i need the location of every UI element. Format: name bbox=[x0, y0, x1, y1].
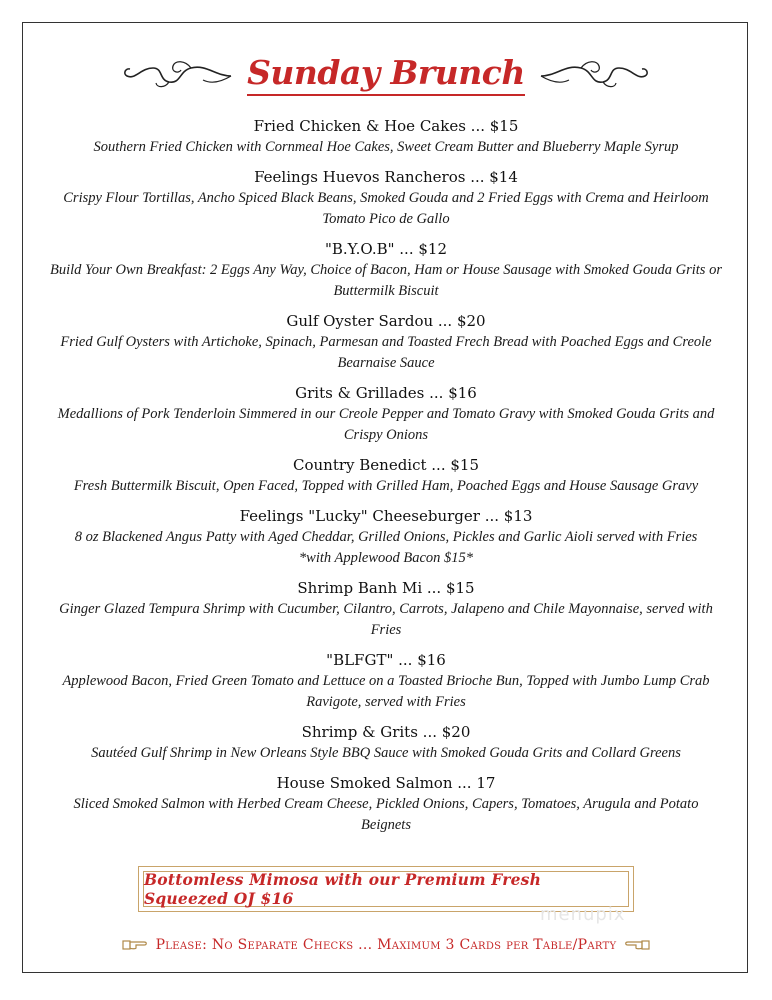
checks-text: Please: No Separate Checks ... Maximum 3 Cards per Table/Party bbox=[155, 937, 617, 953]
item-description: Fresh Buttermilk Biscuit, Open Faced, Topped with Grilled Ham, Poached Eggs and House Sausage Gravy bbox=[73, 478, 699, 494]
menu-item bbox=[40, 383, 732, 446]
item-description: Sliced Smoked Salmon with Herbed Cream Cheese, Pickled Onions, Capers, Tomatoes, Arugula and Potato Beignets bbox=[73, 796, 699, 833]
pointing-hand-right-icon bbox=[122, 938, 148, 952]
item-name: Gulf Oyster Sardou ... $20 bbox=[286, 312, 486, 330]
item-name: Shrimp & Grits ... $20 bbox=[301, 723, 471, 741]
item-description: Crispy Flour Tortillas, Ancho Spiced Black Beans, Smoked Gouda and 2 Fried Eggs with Crema and Heirloom Tomato Pico de Gallo bbox=[63, 190, 709, 227]
pointing-hand-left-icon bbox=[624, 938, 650, 952]
menu-header bbox=[0, 44, 772, 104]
item-name: Feelings Huevos Rancheros ... $14 bbox=[254, 168, 518, 186]
menu-item bbox=[40, 239, 732, 302]
watermark: menupix bbox=[540, 904, 626, 925]
item-name: Feelings "Lucky" Cheeseburger ... $13 bbox=[239, 507, 533, 525]
menu-item bbox=[40, 167, 732, 230]
item-description: Fried Gulf Oysters with Artichoke, Spinach, Parmesan and Toasted Frech Bread with Poached Eggs and Creole Bearnaise Sauce bbox=[60, 334, 712, 371]
item-description: Southern Fried Chicken with Cornmeal Hoe Cakes, Sweet Cream Butter and Blueberry Maple Syrup bbox=[93, 139, 679, 155]
item-description: Build Your Own Breakfast: 2 Eggs Any Way, Choice of Bacon, Ham or House Sausage with Smoked Gouda Grits or Buttermilk Biscuit bbox=[50, 262, 722, 299]
item-name: "B.Y.O.B" ... $12 bbox=[324, 240, 447, 258]
menu-item bbox=[40, 455, 732, 497]
item-name: Shrimp Banh Mi ... $15 bbox=[297, 579, 475, 597]
menu-list bbox=[40, 116, 732, 845]
item-description: Applewood Bacon, Fried Green Tomato and Lettuce on a Toasted Brioche Bun, Topped with Jumbo Lump Crab Ravigote, served with Fries bbox=[62, 673, 710, 710]
left-flourish-icon bbox=[121, 54, 233, 94]
menu-item bbox=[40, 773, 732, 836]
menu-item bbox=[40, 116, 732, 158]
item-description: 8 oz Blackened Angus Patty with Aged Cheddar, Grilled Onions, Pickles and Garlic Aioli served with Fries bbox=[74, 529, 698, 545]
menu-item bbox=[40, 722, 732, 764]
item-name: Country Benedict ... $15 bbox=[292, 456, 479, 474]
menu-item bbox=[40, 311, 732, 374]
mimosa-text: Bottomless Mimosa with our Premium Fresh Squeezed OJ $16 bbox=[144, 870, 542, 908]
page-title: Sunday Brunch bbox=[247, 53, 525, 96]
item-name: "BLFGT" ... $16 bbox=[326, 651, 446, 669]
menu-item bbox=[40, 506, 732, 569]
menu-item bbox=[40, 650, 732, 713]
item-description: Sautéed Gulf Shrimp in New Orleans Style BBQ Sauce with Smoked Gouda Grits and Collard Greens bbox=[91, 745, 681, 761]
mimosa-banner-inner bbox=[143, 871, 629, 907]
item-description: Medallions of Pork Tenderloin Simmered in our Creole Pepper and Tomato Gravy with Smoked Gouda Grits and Crispy Onions bbox=[57, 406, 715, 443]
menu-item bbox=[40, 578, 732, 641]
checks-notice bbox=[0, 934, 772, 956]
item-name: Fried Chicken & Hoe Cakes ... $15 bbox=[253, 117, 519, 135]
right-flourish-icon bbox=[539, 54, 651, 94]
item-note: *with Applewood Bacon $15* bbox=[298, 550, 474, 566]
item-description: Ginger Glazed Tempura Shrimp with Cucumber, Cilantro, Carrots, Jalapeno and Chile Mayonnaise, served with Fries bbox=[59, 601, 713, 638]
item-name: Grits & Grillades ... $16 bbox=[295, 384, 477, 402]
item-name: House Smoked Salmon ... 17 bbox=[276, 774, 496, 792]
